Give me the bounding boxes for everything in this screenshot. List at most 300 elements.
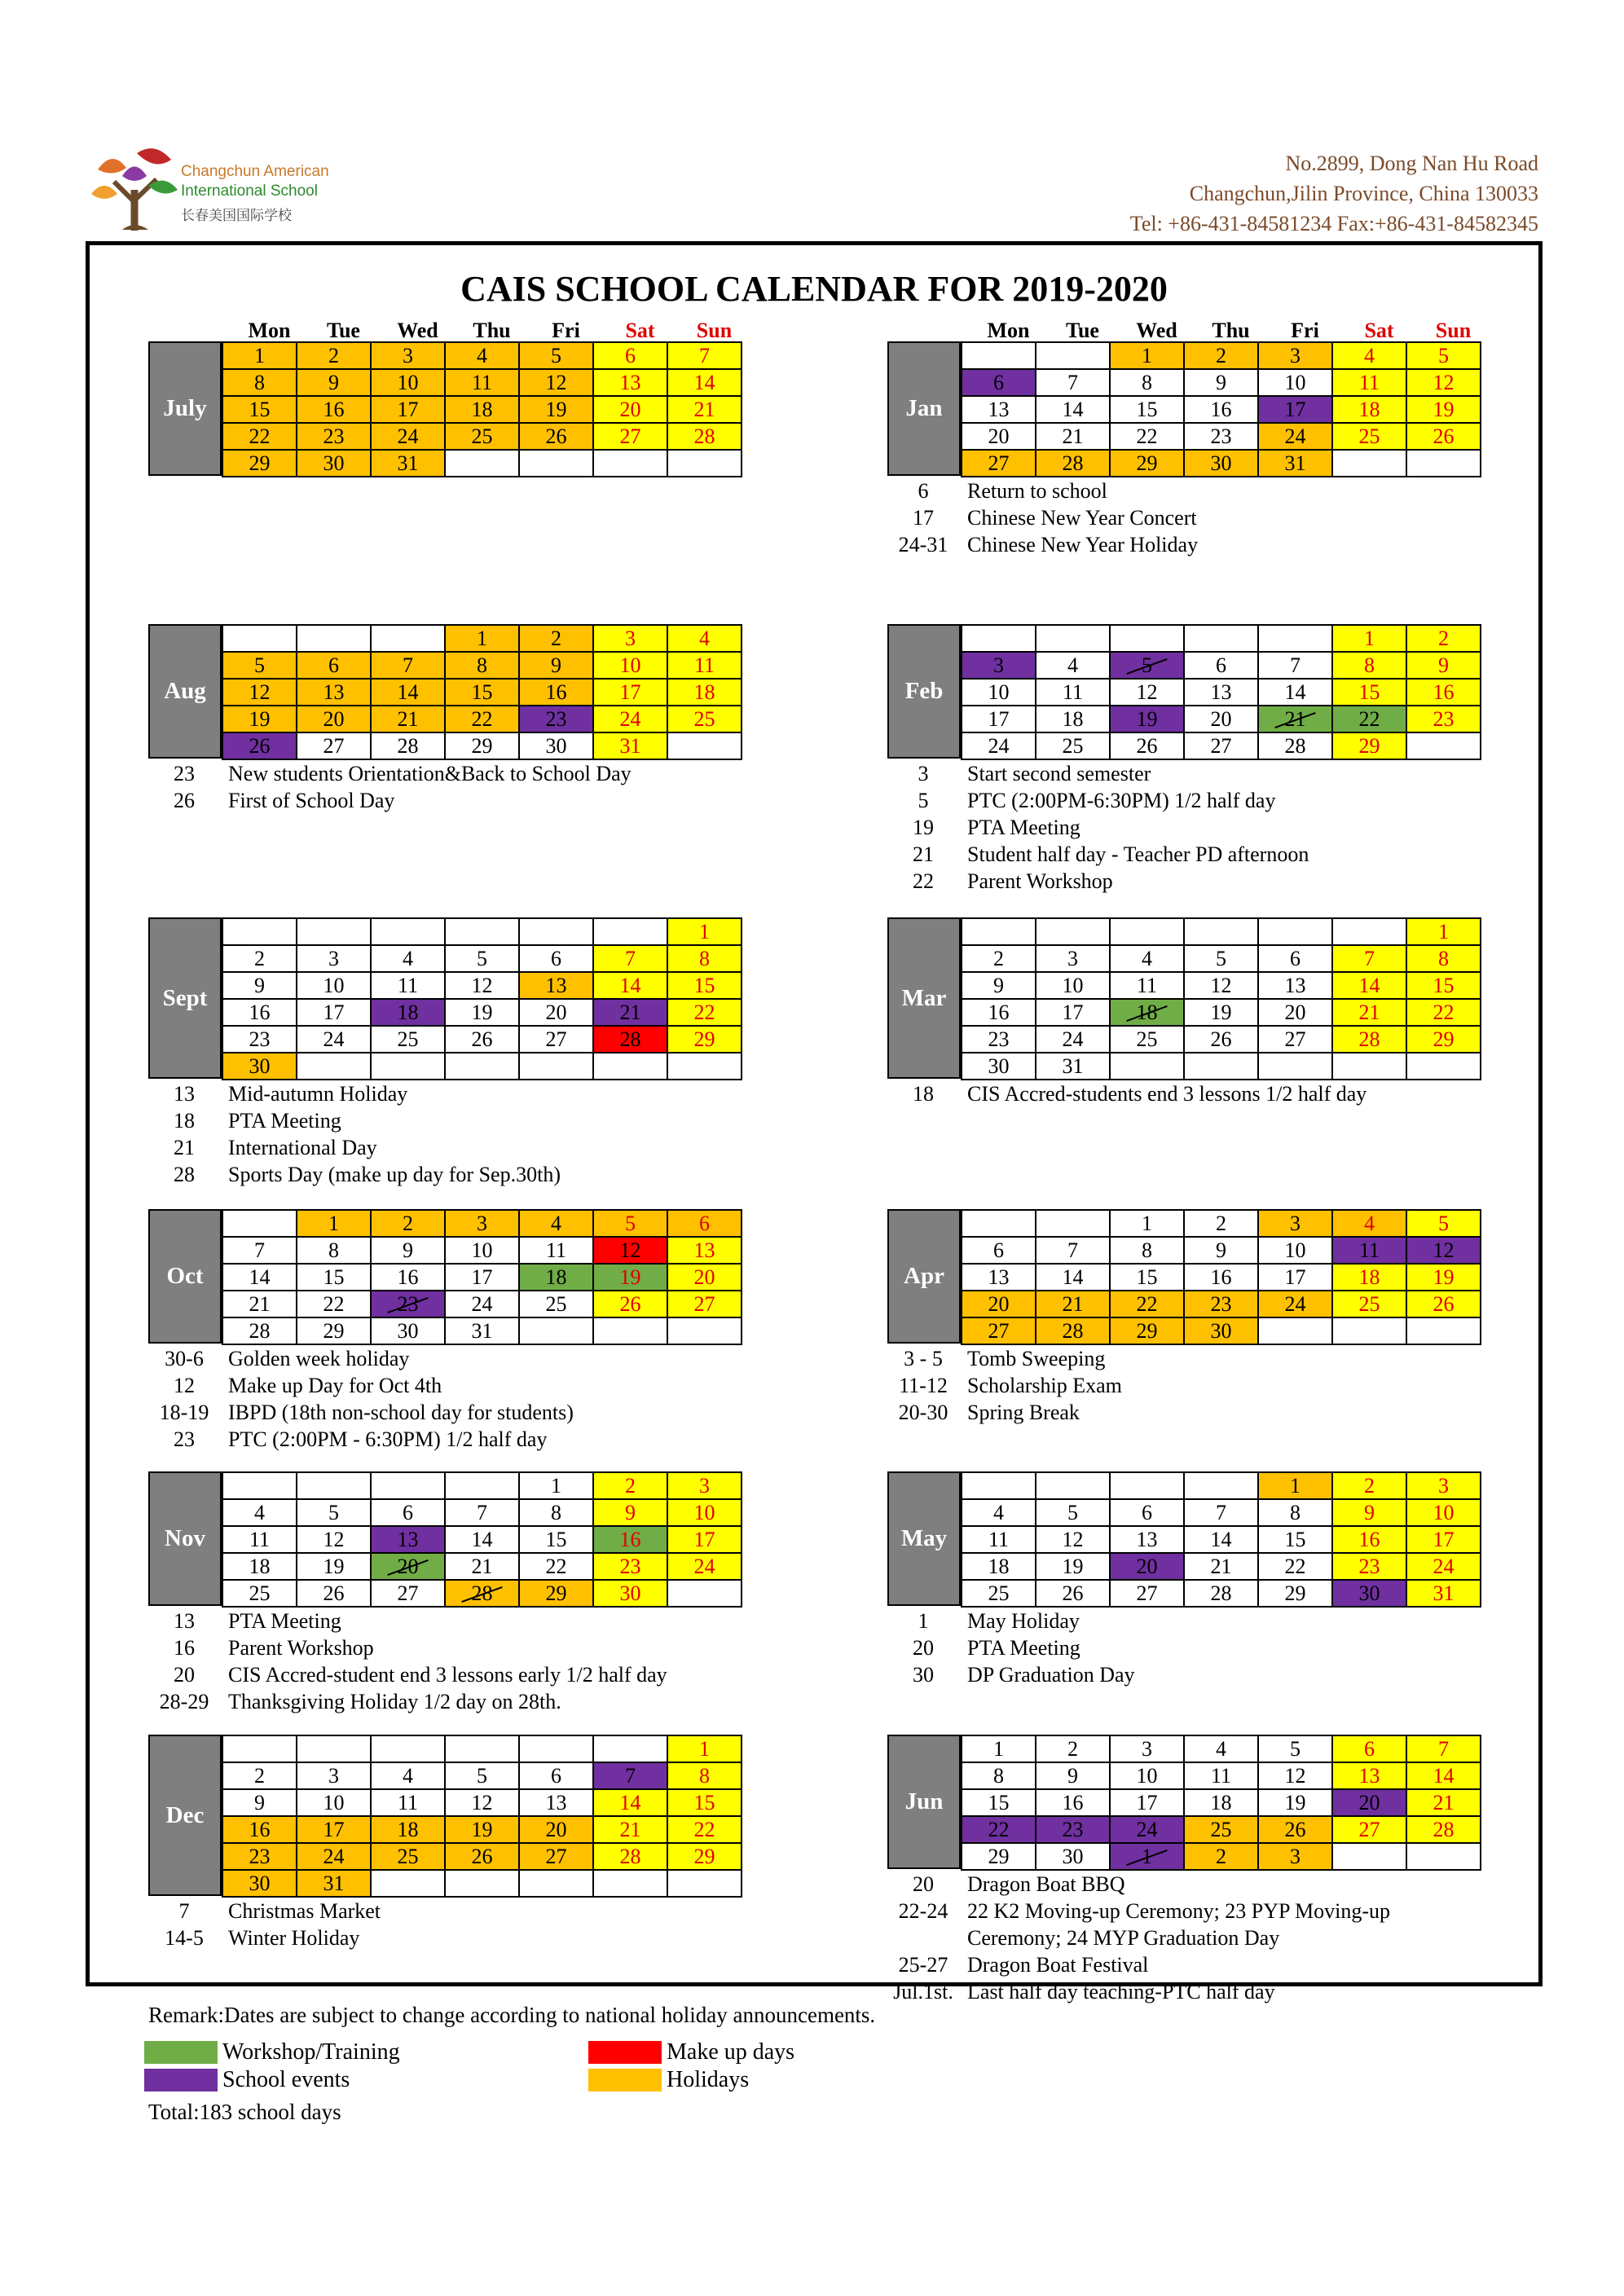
day-cell: 7 [1036,369,1110,396]
day-cell: 9 [519,652,593,679]
day-cell [519,918,593,945]
week-row [222,1526,742,1553]
note-text: Tomb Sweeping [967,1347,1106,1370]
day-cell [1332,1053,1406,1080]
day-cell: 27 [1110,1580,1184,1607]
weekday-tue: Tue [1066,319,1099,342]
day-cell: 8 [222,369,297,396]
note-date: 3 - 5 [904,1347,943,1370]
day-cell [1258,1053,1332,1080]
day-cell: 19 [1406,396,1481,423]
day-cell: 10 [371,369,445,396]
day-cell: 25 [1184,1816,1258,1843]
note-text: Return to school [967,479,1107,503]
week-row [962,945,1481,972]
day-cell: 2 [371,1210,445,1237]
day-cell: 24 [297,1843,371,1870]
month-label: May [887,1471,961,1606]
month-grid [222,1209,742,1345]
day-cell: 19 [222,706,297,732]
school-logo [90,145,334,235]
weekday-thu: Thu [473,319,511,342]
day-cell: 7 [1258,652,1332,679]
day-cell: 10 [667,1499,742,1526]
week-row [222,1870,742,1897]
address-line-street: No.2899, Dong Nan Hu Road [1285,152,1538,175]
week-row [962,706,1481,732]
note-date: 21 [174,1136,195,1159]
note-text: Winter Holiday [228,1926,360,1950]
day-cell: 30 [1332,1580,1406,1607]
day-cell: 18 [1332,1264,1406,1291]
week-row [962,972,1481,999]
day-cell: 15 [1258,1526,1332,1553]
day-cell: 19 [297,1553,371,1580]
month-label: Mar [887,917,961,1079]
day-cell: 16 [1406,679,1481,706]
day-cell [1406,1843,1481,1870]
day-cell: 19 [445,999,519,1026]
note-date: 20 [913,1636,934,1660]
day-cell: 29 [667,1026,742,1053]
day-cell: 29 [222,450,297,477]
day-cell [371,1735,445,1762]
week-row [962,918,1481,945]
month-label: Jun [887,1735,961,1869]
day-cell: 13 [593,369,667,396]
day-cell: 27 [962,450,1036,477]
day-cell: 30 [1184,450,1258,477]
day-cell: 3 [1036,945,1110,972]
day-cell: 3 [371,342,445,369]
week-row [222,679,742,706]
note-text: Chinese New Year Concert [967,506,1197,530]
day-cell: 14 [1036,1264,1110,1291]
day-cell: 20 [1258,999,1332,1026]
day-cell: 23 [519,706,593,732]
note-date: 23 [174,1427,195,1451]
day-cell: 24 [1110,1816,1184,1843]
day-cell: 11 [222,1526,297,1553]
day-cell: 18 [371,999,445,1026]
day-cell [1184,1472,1258,1499]
day-cell [445,1053,519,1080]
day-cell: 8 [519,1499,593,1526]
day-cell: 15 [667,972,742,999]
day-cell: 4 [1036,652,1110,679]
note-date: 18 [913,1082,934,1106]
day-cell: 3 [445,1210,519,1237]
day-cell: 20 [1332,1789,1406,1816]
day-cell [667,1317,742,1344]
day-cell [593,450,667,477]
day-cell: 18 [519,1264,593,1291]
day-cell: 29 [1110,1317,1184,1344]
week-row [222,1816,742,1843]
day-cell: 11 [1332,1237,1406,1264]
note-text: Make up Day for Oct 4th [228,1374,442,1397]
day-cell: 17 [297,999,371,1026]
day-cell: 21 [1184,1553,1258,1580]
day-cell [519,1870,593,1897]
day-cell: 27 [1332,1816,1406,1843]
week-row [222,732,742,759]
day-cell: 9 [371,1237,445,1264]
day-cell: 9 [1332,1499,1406,1526]
day-cell: 30 [1184,1317,1258,1344]
day-cell: 9 [962,972,1036,999]
day-cell: 4 [1332,342,1406,369]
day-cell: 2 [297,342,371,369]
day-cell: 2 [593,1472,667,1499]
day-cell: 15 [1110,1264,1184,1291]
day-cell: 5 [1110,652,1184,679]
weekday-wed: Wed [397,319,438,342]
week-row [962,1237,1481,1264]
day-cell: 24 [1258,1291,1332,1317]
day-cell: 5 [1406,1210,1481,1237]
day-cell: 5 [593,1210,667,1237]
day-cell: 21 [1406,1789,1481,1816]
weekday-sat: Sat [1364,319,1394,342]
day-cell [445,1472,519,1499]
week-row [962,1026,1481,1053]
day-cell: 23 [962,1026,1036,1053]
day-cell: 16 [1184,1264,1258,1291]
day-cell: 22 [1258,1553,1332,1580]
day-cell: 3 [1258,1210,1332,1237]
day-cell [371,918,445,945]
day-cell: 7 [1184,1499,1258,1526]
day-cell: 10 [445,1237,519,1264]
day-cell: 15 [1406,972,1481,999]
note-date: Jul.1st. [893,1980,953,2004]
day-cell: 11 [667,652,742,679]
day-cell: 19 [593,1264,667,1291]
day-cell: 14 [1184,1526,1258,1553]
week-row [222,1237,742,1264]
note-date: 20 [913,1872,934,1896]
day-cell: 20 [1110,1553,1184,1580]
weekday-mon: Mon [248,319,291,342]
note-text: Sports Day (make up day for Sep.30th) [228,1163,561,1186]
note-text: May Holiday [967,1609,1080,1633]
week-row [962,1264,1481,1291]
day-cell: 2 [519,625,593,652]
note-text: Scholarship Exam [967,1374,1122,1397]
address-line-phone: Tel: +86-431-84581234 Fax:+86-431-84582345 [1129,212,1538,235]
week-row [222,369,742,396]
day-cell: 26 [222,732,297,759]
day-cell: 23 [222,1026,297,1053]
day-cell [1110,1053,1184,1080]
day-cell: 17 [1258,1264,1332,1291]
day-cell: 10 [1258,369,1332,396]
day-cell: 26 [1036,1580,1110,1607]
day-cell: 11 [519,1237,593,1264]
note-date: 18 [174,1109,195,1133]
day-cell: 2 [962,945,1036,972]
note-text: PTC (2:00PM - 6:30PM) 1/2 half day [228,1427,548,1451]
day-cell: 8 [667,945,742,972]
day-cell: 14 [667,369,742,396]
day-cell: 21 [593,1816,667,1843]
day-cell: 10 [1258,1237,1332,1264]
note-date: 13 [174,1609,195,1633]
day-cell: 6 [593,342,667,369]
week-row [222,396,742,423]
day-cell: 4 [519,1210,593,1237]
day-cell: 26 [1406,1291,1481,1317]
day-cell [962,1210,1036,1237]
day-cell [1406,1317,1481,1344]
day-cell: 17 [1036,999,1110,1026]
day-cell [519,1735,593,1762]
day-cell: 25 [445,423,519,450]
day-cell: 31 [445,1317,519,1344]
day-cell: 7 [1036,1237,1110,1264]
week-row [962,1816,1481,1843]
day-cell: 16 [222,999,297,1026]
day-cell: 25 [222,1580,297,1607]
month-label: Dec [148,1735,222,1896]
day-cell: 22 [222,423,297,450]
day-cell [962,342,1036,369]
total-school-days: Total:183 school days [148,2100,341,2124]
day-cell: 17 [297,1816,371,1843]
legend-label-workshop: Workshop/Training [222,2039,400,2065]
day-cell: 4 [1332,1210,1406,1237]
day-cell: 19 [1184,999,1258,1026]
week-row [222,1026,742,1053]
day-cell: 21 [222,1291,297,1317]
day-cell: 21 [1332,999,1406,1026]
day-cell [297,1472,371,1499]
day-cell [1036,342,1110,369]
day-cell: 1 [1258,1472,1332,1499]
day-cell: 17 [667,1526,742,1553]
day-cell [1036,625,1110,652]
month-label: Feb [887,624,961,759]
day-cell: 19 [1258,1789,1332,1816]
day-cell: 13 [1184,679,1258,706]
day-cell: 6 [1332,1735,1406,1762]
day-cell: 9 [1184,369,1258,396]
day-cell: 25 [519,1291,593,1317]
day-cell: 7 [593,1762,667,1789]
day-cell: 20 [593,396,667,423]
note-date: 24-31 [898,533,948,556]
day-cell: 25 [1036,732,1110,759]
note-date: 28-29 [159,1690,209,1713]
day-cell: 21 [445,1553,519,1580]
month-label: Oct [148,1209,222,1344]
month-label: Apr [887,1209,961,1344]
day-cell [371,1870,445,1897]
note-text: Start second semester [967,762,1151,785]
day-cell: 23 [222,1843,297,1870]
day-cell: 26 [593,1291,667,1317]
day-cell: 5 [445,1762,519,1789]
day-cell [445,1735,519,1762]
weekday-fri: Fri [552,319,580,342]
day-cell [1184,918,1258,945]
day-cell: 13 [519,1789,593,1816]
day-cell: 19 [1406,1264,1481,1291]
day-cell: 23 [1036,1816,1110,1843]
weekday-sun: Sun [1435,319,1472,342]
day-cell [962,625,1036,652]
note-text: 22 K2 Moving-up Ceremony; 23 PYP Moving-up [967,1899,1391,1923]
month-grid [961,1471,1481,1608]
day-cell: 8 [962,1762,1036,1789]
day-cell [222,1210,297,1237]
day-cell: 22 [1332,706,1406,732]
day-cell: 18 [1110,999,1184,1026]
day-cell: 25 [962,1580,1036,1607]
day-cell [297,625,371,652]
day-cell: 16 [1036,1789,1110,1816]
day-cell: 15 [297,1264,371,1291]
day-cell [222,1472,297,1499]
day-cell [371,625,445,652]
day-cell: 17 [1258,396,1332,423]
day-cell: 2 [222,945,297,972]
day-cell: 6 [962,1237,1036,1264]
day-cell: 11 [1110,972,1184,999]
day-cell: 2 [1184,342,1258,369]
day-cell: 19 [1036,1553,1110,1580]
day-cell: 20 [519,999,593,1026]
week-row [962,1499,1481,1526]
day-cell: 3 [297,945,371,972]
week-row [962,1053,1481,1080]
month-grid [961,624,1481,760]
note-text: New students Orientation&Back to School Day [228,762,632,785]
day-cell: 22 [962,1816,1036,1843]
day-cell [1332,1317,1406,1344]
day-cell: 29 [962,1843,1036,1870]
day-cell: 20 [962,1291,1036,1317]
day-cell: 27 [519,1843,593,1870]
day-cell: 22 [297,1291,371,1317]
day-cell: 26 [1258,1816,1332,1843]
day-cell: 23 [1406,706,1481,732]
day-cell: 14 [445,1526,519,1553]
legend-swatch-holidays [588,2069,662,2091]
day-cell: 17 [371,396,445,423]
day-cell: 19 [1110,706,1184,732]
weekday-tue: Tue [327,319,360,342]
week-row [962,1580,1481,1607]
day-cell [593,1735,667,1762]
note-text: Christmas Market [228,1899,381,1923]
day-cell: 7 [371,652,445,679]
week-row [222,652,742,679]
day-cell: 16 [297,396,371,423]
week-row [962,1762,1481,1789]
day-cell: 1 [1332,625,1406,652]
day-cell: 17 [445,1264,519,1291]
logo-text-line2: International School [181,183,318,200]
day-cell: 15 [962,1789,1036,1816]
day-cell: 29 [667,1843,742,1870]
day-cell: 20 [371,1553,445,1580]
legend-swatch-workshop [144,2041,218,2064]
week-row [222,1843,742,1870]
week-row [222,423,742,450]
note-text: CIS Accred-student end 3 lessons early 1/2 half day [228,1663,667,1687]
day-cell [667,1580,742,1607]
day-cell: 25 [667,706,742,732]
day-cell: 12 [445,1789,519,1816]
day-cell: 20 [1184,706,1258,732]
day-cell: 8 [1258,1499,1332,1526]
day-cell: 7 [1406,1735,1481,1762]
day-cell: 29 [1332,732,1406,759]
day-cell: 14 [1332,972,1406,999]
day-cell: 5 [222,652,297,679]
day-cell: 8 [1332,652,1406,679]
day-cell [1406,732,1481,759]
note-text: First of School Day [228,789,395,812]
address-line-city: Changchun,Jilin Province, China 130033 [1189,182,1538,205]
day-cell: 18 [667,679,742,706]
day-cell: 28 [1258,732,1332,759]
week-row [222,706,742,732]
day-cell: 28 [445,1580,519,1607]
note-date: 5 [918,789,929,812]
legend-swatch-school-events [144,2069,218,2091]
day-cell: 26 [519,423,593,450]
day-cell [1036,1472,1110,1499]
month-grid [961,1209,1481,1345]
day-cell: 13 [371,1526,445,1553]
day-cell: 30 [962,1053,1036,1080]
day-cell: 24 [371,423,445,450]
day-cell: 21 [667,396,742,423]
note-date: 19 [913,816,934,839]
day-cell: 26 [1110,732,1184,759]
day-cell: 20 [667,1264,742,1291]
week-row [962,652,1481,679]
day-cell: 16 [1332,1526,1406,1553]
note-date: 3 [918,762,929,785]
day-cell [1258,1317,1332,1344]
week-row [962,679,1481,706]
day-cell: 23 [1184,423,1258,450]
day-cell [593,1870,667,1897]
weekday-sat: Sat [625,319,655,342]
month-grid [961,917,1481,1080]
note-date: 28 [174,1163,195,1186]
day-cell [297,1053,371,1080]
day-cell: 30 [222,1053,297,1080]
day-cell: 5 [1406,342,1481,369]
page-title: CAIS SCHOOL CALENDAR FOR 2019-2020 [460,269,1168,309]
week-row [962,450,1481,477]
day-cell: 12 [593,1237,667,1264]
tree-logo-icon [90,145,179,235]
day-cell: 26 [1406,423,1481,450]
day-cell: 1 [519,1472,593,1499]
day-cell: 30 [371,1317,445,1344]
day-cell [1184,1053,1258,1080]
day-cell: 18 [1332,396,1406,423]
day-cell: 18 [371,1816,445,1843]
day-cell: 12 [1258,1762,1332,1789]
day-cell: 13 [962,396,1036,423]
